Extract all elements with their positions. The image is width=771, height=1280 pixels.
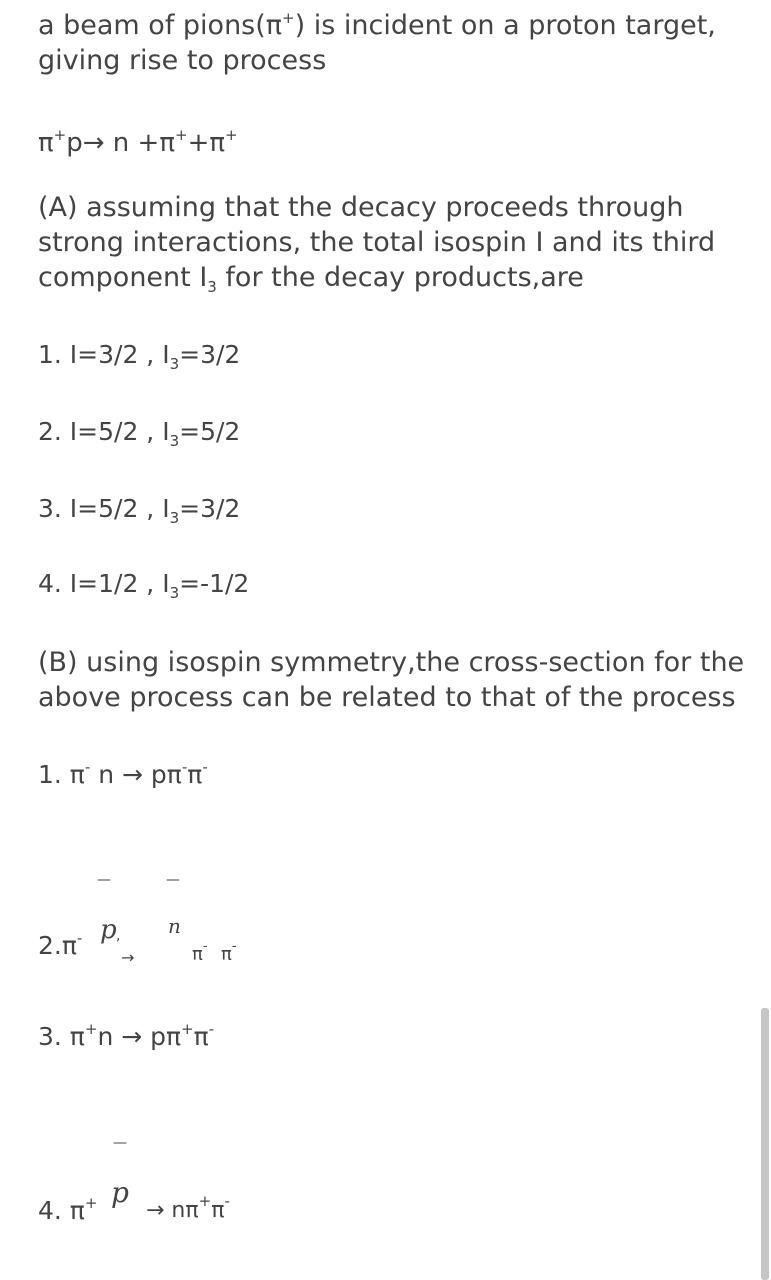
partA-line3-post: for the decay products,are: [216, 262, 584, 293]
intro-text-a: a beam of pions(π: [38, 10, 283, 41]
partB-option-3[interactable]: [38, 1022, 214, 1051]
option-text: =-1/2: [179, 569, 250, 598]
option-text: 1. I=3/2 , I: [38, 340, 170, 369]
intro-text-b: ) is incident on a proton target,: [294, 10, 716, 41]
opt2-bar-1: —: [97, 872, 111, 888]
opt2-pi1-sup: -: [202, 939, 208, 954]
partA-option-4[interactable]: [38, 569, 250, 602]
intro-line-1: [38, 8, 716, 47]
opt2-comma: ,: [116, 928, 121, 944]
opt2-num-text: 2.π: [38, 931, 77, 960]
opt2-arrow: →: [121, 948, 135, 967]
reaction-mid: p→ n +π: [66, 128, 175, 158]
reaction-plus-pi: +π: [187, 128, 226, 158]
opt4-pi-sup: -: [224, 1192, 230, 1210]
opt2-n: n: [168, 914, 181, 938]
opt4-pi: π: [211, 1198, 225, 1223]
opt2-pi2-text: π: [221, 944, 232, 965]
partA-line-1: (A) assuming that the decacy proceeds through: [38, 192, 684, 223]
option-text: 2. I=5/2 , I: [38, 417, 170, 446]
partA-line-3: [38, 260, 584, 299]
partA-line3-pre: component I: [38, 262, 208, 293]
opt1-a-sup: -: [84, 758, 91, 776]
opt1-a: 1. π: [38, 760, 85, 789]
partB-line-2: above process can be related to that of the process: [38, 682, 736, 713]
opt3-b: n → pπ: [97, 1022, 182, 1051]
partA-option-1[interactable]: [38, 340, 241, 373]
reaction-equation: [38, 128, 238, 158]
opt4-arrow: → nπ: [146, 1198, 199, 1223]
opt4-rhs: [146, 1192, 230, 1223]
opt3-a: 3. π: [38, 1022, 85, 1051]
opt2-pi-1: [192, 939, 208, 965]
option-sub: 3: [169, 584, 180, 602]
opt2-pi-2: [221, 939, 237, 965]
partB-line-1: (B) using isospin symmetry,the cross-section for the: [38, 647, 745, 678]
partA-line3-sub: 3: [207, 278, 217, 296]
opt3-b-sup: +: [181, 1020, 194, 1038]
option-text: 4. I=1/2 , I: [38, 569, 170, 598]
option-sub: 3: [169, 432, 180, 450]
opt3-a-sup: +: [84, 1020, 98, 1038]
option-text: 3. I=5/2 , I: [38, 494, 170, 523]
opt2-pi1-text: π: [192, 944, 203, 965]
opt2-num-sup: -: [76, 929, 83, 947]
opt2-pi2-sup: -: [231, 939, 237, 954]
reaction-sup-1: +: [53, 126, 67, 144]
intro-line-2: giving rise to process: [38, 45, 327, 76]
opt2-number: [38, 931, 82, 960]
opt2-p: p: [100, 915, 117, 945]
opt3-c: π: [193, 1022, 209, 1051]
reaction-sup-2: +: [174, 126, 188, 144]
option-text: =3/2: [179, 494, 241, 523]
opt1-b: n → pπ: [90, 760, 182, 789]
intro-sup: +: [282, 9, 295, 27]
opt1-b-sup: -: [181, 758, 188, 776]
opt4-bar: —: [113, 1135, 127, 1151]
opt4-num-text: 4. π: [38, 1196, 85, 1225]
opt1-c-sup: -: [202, 758, 208, 776]
opt1-c: π: [187, 760, 203, 789]
option-text: =5/2: [179, 417, 241, 446]
opt4-p: p: [111, 1176, 129, 1209]
opt2-bar-2: —: [166, 872, 180, 888]
opt4-num-sup: +: [84, 1194, 98, 1212]
partA-option-3[interactable]: [38, 494, 241, 527]
opt4-number: [38, 1196, 97, 1225]
option-text: =3/2: [179, 340, 241, 369]
partA-line-2: strong interactions, the total isospin I and its third: [38, 227, 716, 258]
reaction-sup-3: +: [225, 126, 238, 144]
opt3-c-sup: -: [208, 1020, 215, 1038]
partB-option-1[interactable]: [38, 760, 208, 789]
partA-option-2[interactable]: [38, 417, 241, 450]
reaction-pi: π: [38, 128, 54, 158]
option-sub: 3: [169, 509, 180, 527]
option-sub: 3: [169, 355, 180, 373]
scrollbar[interactable]: [761, 1008, 769, 1280]
opt4-arrow-sup: +: [198, 1192, 212, 1210]
